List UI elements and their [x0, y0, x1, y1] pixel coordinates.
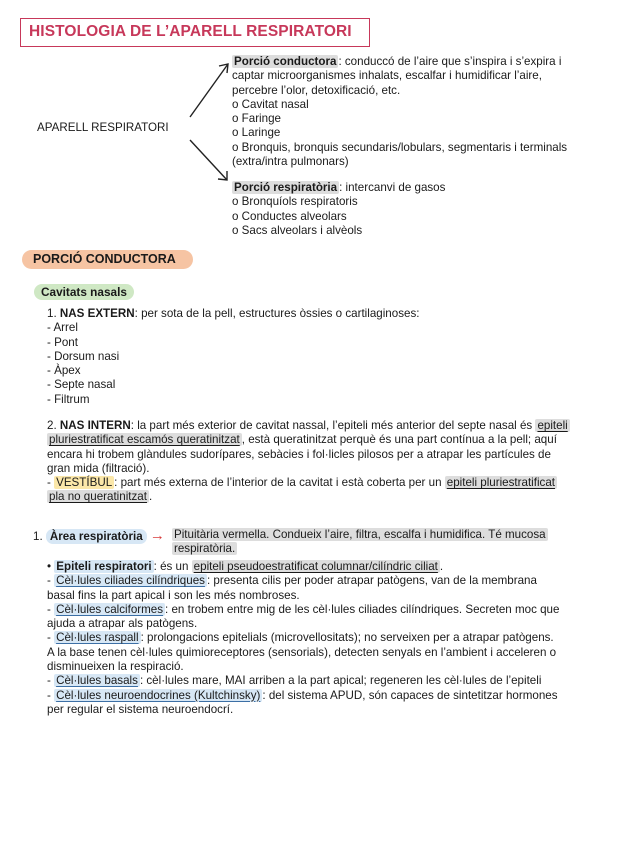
nas-extern-item: - Pont [47, 335, 78, 349]
conductora-desc-1: : conduccó de l’aire que s’inspira i s’expira i [338, 55, 562, 68]
respiratoria-item: o Bronquíols respiratoris [232, 195, 358, 209]
raspall-dash: - [47, 631, 55, 645]
diagram-arrows [180, 52, 240, 192]
vestibul-epiteli: epiteli pluriestratificat [446, 476, 556, 490]
conductora-block [232, 55, 567, 169]
epiteli-type: epiteli pseudoestratificat columnar/cilíndric ciliat [193, 560, 438, 573]
ciliades-text: : presenta cilis per poder atrapar patògens, van de la membrana [206, 574, 537, 588]
ciliades-text-2: basal fins la part apical i son les més nombroses. [47, 588, 300, 602]
vestibul-end: . [148, 490, 153, 504]
calciformes-text: : en trobem entre mig de les cèl·lules ciliades cilíndriques. Secreten moc que [165, 602, 560, 616]
arrow-down [190, 140, 227, 180]
respiratoria-block [232, 181, 445, 238]
respiratoria-item: o Sacs alveolars i alvèols [232, 223, 363, 237]
nas-intern-text: , està queratinitzat perquè és una part contínua a la pell; aquí [241, 433, 557, 447]
raspall-text-3: disminueixen la respiració. [47, 660, 184, 674]
nas-intern-epiteli-type: pluriestratificat escamós queratinitzat [49, 433, 240, 447]
nas-extern-item: - Septe nasal [47, 378, 116, 392]
calciformes-label: Cèl·lules calciformes [56, 602, 164, 616]
basals-label: Cèl·lules basals [56, 674, 138, 688]
conductora-item: o Cavitat nasal [232, 97, 309, 111]
subsection-title: Cavitats nasals [34, 284, 134, 300]
page-title: HISTOLOGIA DE L’APARELL RESPIRATORI [20, 18, 370, 47]
section-title: PORCIÓ CONDUCTORA [22, 250, 193, 269]
area-heading-row [33, 529, 165, 544]
epiteli-block [47, 560, 559, 717]
vestibul-dash: - [47, 476, 55, 490]
area-desc-2: respiratòria. [174, 542, 236, 556]
neuro-label: Cèl·lules neuroendocrines (Kultchinsky) [56, 688, 261, 702]
conductora-item: o Laringe [232, 126, 281, 140]
raspall-text-2: A la base tenen cèl·lules quimioreceptores (sensorials), detecten senyals en l’ambient i acceleren o [47, 645, 557, 659]
ciliades-label: Cèl·lules ciliades cilíndriques [56, 574, 205, 588]
nas-intern-text: encara hi trobem glàndules sudorípares, sebàcies i fol·licles pilosos per a atrapar les partícules de [47, 447, 551, 461]
raspall-text: : prolongacions epitelials (microvellositats); no serveixen per a atrapar patògens. [140, 631, 554, 645]
respiratoria-desc: : intercanvi de gasos [339, 181, 446, 194]
nas-extern-item: - Arrel [47, 321, 78, 335]
vestibul-epiteli-type: pla no queratinitzat [49, 490, 147, 504]
respiratoria-item: o Conductes alveolars [232, 209, 347, 223]
nas-extern-label: NAS EXTERN [59, 307, 135, 320]
epiteli-text: : és un [153, 560, 192, 573]
nas-extern-num: 1. [47, 307, 60, 320]
epiteli-label: Epiteli respiratori [56, 560, 152, 573]
vestibul-text: : part més externa de l’interior de la cavitat i està coberta per un [114, 476, 445, 490]
conductora-desc-3: percebre l’olor, detoxificació, etc. [232, 83, 401, 97]
nas-extern-block [47, 307, 419, 407]
conductora-item: (extra/intra pulmonars) [232, 155, 349, 169]
nas-extern-item: - Filtrum [47, 392, 90, 406]
nas-intern-block [47, 419, 570, 505]
root-label: APARELL RESPIRATORI [37, 121, 169, 134]
conductora-item: o Faringe [232, 112, 281, 126]
right-arrow-icon: → [149, 527, 165, 544]
nas-intern-epiteli: epiteli [537, 419, 568, 432]
nas-intern-text: : la part més exterior de cavitat nassal, l’epiteli més anterior del septe nasal és [130, 419, 536, 432]
nas-intern-num: 2. [47, 419, 60, 432]
epiteli-end: . [439, 560, 444, 573]
area-desc-1: Pituitària vermella. Condueix l’aire, filtra, escalfa i humidifica. Té mucosa [174, 528, 546, 541]
nas-intern-label: NAS INTERN [59, 419, 131, 432]
calciformes-dash: - [47, 602, 55, 616]
conductora-item: o Bronquis, bronquis secundaris/lobulars, segmentaris i terminals [232, 140, 568, 154]
neuro-text-2: per regular el sistema neuroendocrí. [47, 702, 234, 716]
basals-dash: - [47, 674, 55, 688]
raspall-label: Cèl·lules raspall [56, 631, 139, 645]
vestibul-label: VESTÍBUL [56, 476, 113, 490]
arrow-up [190, 64, 228, 117]
conductora-desc-2: captar microorganismes inhalats, escalfar i humidificar l’aire, [232, 69, 542, 83]
calciformes-text-2: ajuda a atrapar als patògens. [47, 617, 198, 631]
neuro-text: : del sistema APUD, són capaces de sintetitzar hormones [262, 688, 558, 702]
basals-text: : cèl·lules mare, MAI arriben a la part apical; regeneren les cèl·lules de l’epiteli [139, 674, 542, 688]
neuro-dash: - [47, 688, 55, 702]
bullet-icon: • [47, 560, 55, 573]
area-desc-block [172, 528, 548, 557]
respiratoria-heading: Porció respiratòria [234, 181, 338, 194]
nas-extern-item: - Dorsum nasi [47, 349, 120, 363]
area-num: 1. [33, 530, 46, 543]
nas-extern-item: - Àpex [47, 364, 81, 378]
nas-extern-desc: : per sota de la pell, estructures òssies o cartilaginoses: [134, 307, 420, 320]
nas-intern-text: gran mida (filtració). [47, 461, 150, 475]
conductora-heading: Porció conductora [234, 55, 337, 68]
area-label: Àrea respiratòria [46, 529, 147, 544]
ciliades-dash: - [47, 574, 55, 588]
